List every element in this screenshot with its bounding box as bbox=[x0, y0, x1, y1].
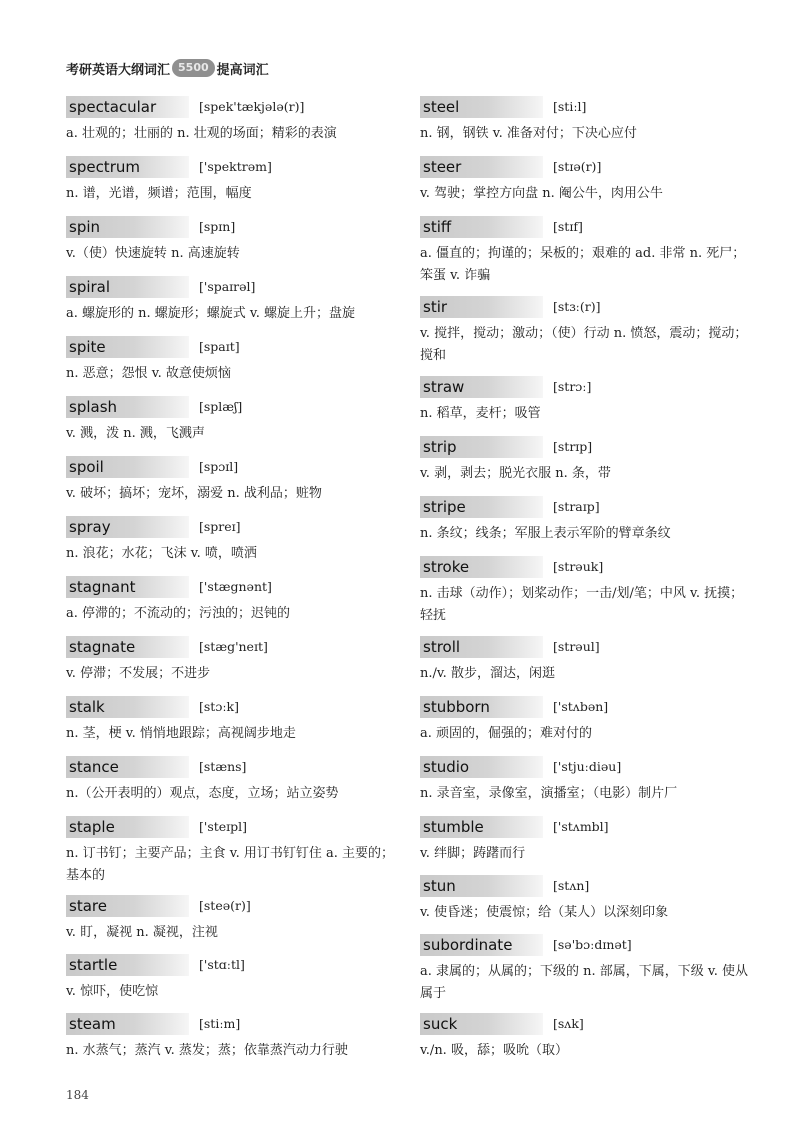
phonetic: ['stʌmbl] bbox=[553, 819, 609, 834]
phonetic: [stæns] bbox=[199, 759, 247, 774]
headword: steer bbox=[423, 158, 462, 176]
headword: suck bbox=[423, 1015, 458, 1033]
headword: startle bbox=[69, 956, 118, 974]
entry-splash bbox=[66, 396, 396, 445]
phonetic: [steə(r)] bbox=[199, 898, 251, 913]
headword: stir bbox=[423, 298, 448, 316]
phonetic: [sə'bɔːdɪnət] bbox=[553, 937, 632, 952]
definition: v./n. 吸，舔；吸吮（取） bbox=[420, 1043, 568, 1058]
definition: v. 驾驶；掌控方向盘 n. 阉公牛，肉用公牛 bbox=[420, 186, 663, 201]
definition: v. 停滞；不发展；不进步 bbox=[66, 666, 211, 681]
entry-stun bbox=[420, 875, 750, 924]
header-title: 考研英语大纲词汇 bbox=[66, 62, 171, 78]
definition: a. 僵直的；拘谨的；呆板的；艰难的 ad. 非常 n. 死尸；笨蛋 v. 诈骗 bbox=[420, 246, 746, 283]
entry-spectacular bbox=[66, 96, 396, 145]
entry-spite bbox=[66, 336, 396, 385]
phonetic: [strɪp] bbox=[553, 439, 593, 454]
phonetic: [spaɪt] bbox=[199, 339, 240, 354]
definition: n. 条纹；线条；军服上表示军阶的臂章条纹 bbox=[420, 526, 671, 541]
definition: n. 击球（动作）；划桨动作；一击/划/笔；中风 v. 抚摸；轻抚 bbox=[420, 586, 744, 623]
headword: studio bbox=[423, 758, 470, 776]
entry-straw bbox=[420, 376, 750, 425]
phonetic: [stɪf] bbox=[553, 219, 583, 234]
definition: n./v. 散步，溜达，闲逛 bbox=[420, 666, 555, 681]
entry-stripe bbox=[420, 496, 750, 545]
header-badge: 5500 bbox=[172, 59, 215, 77]
definition: v. 溅，泼 n. 溅，飞溅声 bbox=[66, 426, 205, 441]
headword: staple bbox=[69, 818, 115, 836]
definition: n. 水蒸气；蒸汽 v. 蒸发；蒸；依靠蒸汽动力行驶 bbox=[66, 1043, 348, 1058]
definition: a. 螺旋形的 n. 螺旋形；螺旋式 v. 螺旋上升；盘旋 bbox=[66, 306, 355, 321]
phonetic: [stiːl] bbox=[553, 99, 587, 114]
headword: spectrum bbox=[69, 158, 140, 176]
entry-stalk bbox=[66, 696, 396, 745]
headword: steam bbox=[69, 1015, 116, 1033]
headword: spectacular bbox=[69, 98, 157, 116]
definition: v. 搅拌，搅动；激动；（使）行动 n. 愤怒，震动；搅动；搅和 bbox=[420, 326, 748, 363]
headword: stare bbox=[69, 897, 107, 915]
headword: stagnant bbox=[69, 578, 136, 596]
definition: a. 停滞的；不流动的；污浊的；迟钝的 bbox=[66, 606, 291, 621]
header-subtitle: 提高词汇 bbox=[216, 62, 269, 78]
headword: spiral bbox=[69, 278, 111, 296]
entry-spoil bbox=[66, 456, 396, 505]
phonetic: ['stjuːdiəu] bbox=[553, 759, 622, 774]
entry-steel bbox=[420, 96, 750, 145]
definition: n. 恶意；怨恨 v. 故意使烦恼 bbox=[66, 366, 231, 381]
phonetic: ['stʌbən] bbox=[553, 699, 609, 714]
headword: stagnate bbox=[69, 638, 136, 656]
headword: stance bbox=[69, 758, 119, 776]
phonetic: [strəuk] bbox=[553, 559, 604, 574]
entry-stiff bbox=[420, 216, 750, 287]
entry-stagnant bbox=[66, 576, 396, 625]
phonetic: [strɔː] bbox=[553, 379, 592, 394]
phonetic: [stæg'neɪt] bbox=[199, 639, 268, 654]
phonetic: ['spaɪrəl] bbox=[199, 279, 256, 294]
phonetic: [stiːm] bbox=[199, 1016, 241, 1031]
phonetic: [spɪn] bbox=[199, 219, 236, 234]
entry-startle bbox=[66, 954, 396, 1003]
definition: n.（公开表明的）观点，态度，立场；站立姿势 bbox=[66, 786, 339, 801]
entry-steam bbox=[66, 1013, 396, 1062]
headword: spoil bbox=[69, 458, 104, 476]
definition: n. 订书钉；主要产品；主食 v. 用订书钉钉住 a. 主要的；基本的 bbox=[66, 846, 394, 883]
entry-stagnate bbox=[66, 636, 396, 685]
headword: strip bbox=[423, 438, 457, 456]
definition: n. 谱，光谱，频谱；范围，幅度 bbox=[66, 186, 252, 201]
definition: n. 稻草，麦杆；吸管 bbox=[420, 406, 541, 421]
definition: v. 盯，凝视 n. 凝视，注视 bbox=[66, 925, 218, 940]
phonetic: ['spektrəm] bbox=[199, 159, 272, 174]
definition: n. 钢，钢铁 v. 准备对付；下决心应付 bbox=[420, 126, 637, 141]
page-header bbox=[66, 57, 269, 79]
phonetic: [spɔɪl] bbox=[199, 459, 239, 474]
definition: n. 茎，梗 v. 悄悄地跟踪；高视阔步地走 bbox=[66, 726, 296, 741]
phonetic: [stɔːk] bbox=[199, 699, 239, 714]
headword: straw bbox=[423, 378, 465, 396]
definition: n. 浪花；水花；飞沫 v. 喷，喷洒 bbox=[66, 546, 257, 561]
entry-studio bbox=[420, 756, 750, 805]
headword: spite bbox=[69, 338, 106, 356]
headword: stroke bbox=[423, 558, 470, 576]
headword: splash bbox=[69, 398, 118, 416]
entry-stroll bbox=[420, 636, 750, 685]
entry-strip bbox=[420, 436, 750, 485]
phonetic: [spek'tækjələ(r)] bbox=[199, 99, 305, 114]
headword: steel bbox=[423, 98, 460, 116]
entry-stumble bbox=[420, 816, 750, 865]
headword: spin bbox=[69, 218, 101, 236]
definition: n. 录音室，录像室，演播室；（电影）制片厂 bbox=[420, 786, 678, 801]
phonetic: [stɜː(r)] bbox=[553, 299, 601, 314]
entry-spectrum bbox=[66, 156, 396, 205]
headword: stumble bbox=[423, 818, 484, 836]
headword: stun bbox=[423, 877, 456, 895]
headword: spray bbox=[69, 518, 111, 536]
definition: a. 隶属的；从属的；下级的 n. 部属，下属，下级 v. 使从属于 bbox=[420, 964, 748, 1001]
phonetic: ['stɑːtl] bbox=[199, 957, 245, 972]
definition: v. 绊脚；踌躇而行 bbox=[420, 846, 526, 861]
entry-steer bbox=[420, 156, 750, 205]
entry-spiral bbox=[66, 276, 396, 325]
headword: stiff bbox=[423, 218, 452, 236]
page-number: 184 bbox=[66, 1088, 89, 1102]
headword: subordinate bbox=[423, 936, 513, 954]
definition: a. 壮观的；壮丽的 n. 壮观的场面；精彩的表演 bbox=[66, 126, 337, 141]
entry-stir bbox=[420, 296, 750, 367]
entry-stroke bbox=[420, 556, 750, 627]
headword: stalk bbox=[69, 698, 105, 716]
phonetic: [strəul] bbox=[553, 639, 600, 654]
phonetic: [splæʃ] bbox=[199, 399, 243, 414]
entry-spin bbox=[66, 216, 396, 265]
headword: stroll bbox=[423, 638, 461, 656]
entry-stubborn bbox=[420, 696, 750, 745]
entry-stare bbox=[66, 895, 396, 944]
entry-subordinate bbox=[420, 934, 750, 1005]
phonetic: [stʌn] bbox=[553, 878, 590, 893]
definition: v.（使）快速旋转 n. 高速旋转 bbox=[66, 246, 240, 261]
definition: v. 惊吓，使吃惊 bbox=[66, 984, 159, 999]
phonetic: ['stægnənt] bbox=[199, 579, 272, 594]
headword: stubborn bbox=[423, 698, 490, 716]
entry-staple bbox=[66, 816, 396, 887]
phonetic: [straɪp] bbox=[553, 499, 600, 514]
entry-spray bbox=[66, 516, 396, 565]
phonetic: [stɪə(r)] bbox=[553, 159, 602, 174]
phonetic: [spreɪ] bbox=[199, 519, 241, 534]
phonetic: ['steɪpl] bbox=[199, 819, 248, 834]
entry-suck bbox=[420, 1013, 750, 1062]
phonetic: [sʌk] bbox=[553, 1016, 584, 1031]
definition: a. 顽固的，倔强的；难对付的 bbox=[420, 726, 593, 741]
definition: v. 使昏迷；使震惊；给（某人）以深刻印象 bbox=[420, 905, 669, 920]
entry-stance bbox=[66, 756, 396, 805]
headword: stripe bbox=[423, 498, 466, 516]
definition: v. 破坏；搞坏；宠坏，溺爱 n. 战利品；赃物 bbox=[66, 486, 322, 501]
definition: v. 剥，剥去；脱光衣服 n. 条，带 bbox=[420, 466, 611, 481]
